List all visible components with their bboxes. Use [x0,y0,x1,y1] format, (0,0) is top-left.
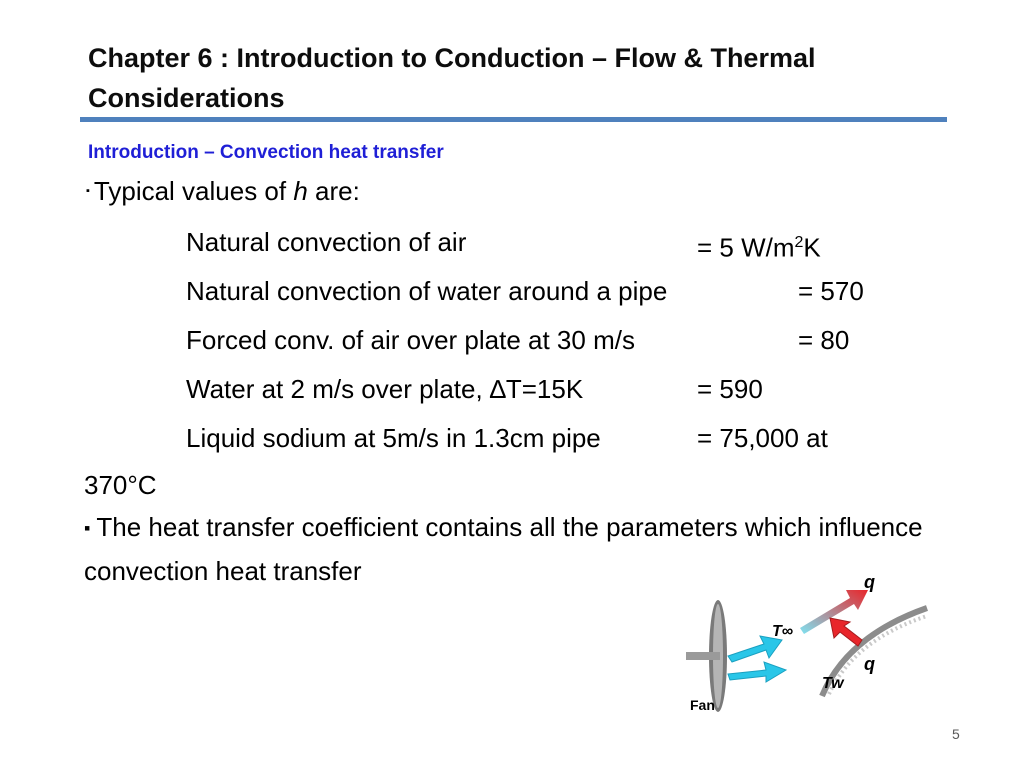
label-fan: Fan [690,697,715,713]
label-t-w: Tw [822,675,844,692]
row-continuation: 370°C [84,470,157,500]
bullet-marker: ▪ [86,185,90,197]
row-value-unit: K [803,232,821,263]
fan-icon [686,600,727,712]
intro-variable: h [293,176,308,206]
row-label-forced-air: Forced conv. of air over plate at 30 m/s [186,325,635,355]
bullet-typical-values [86,167,360,216]
intro-pre: Typical values of [93,176,294,206]
page-number: 5 [952,726,960,742]
row-value-liquid-sodium: = 75,000 at [697,423,828,453]
intro-post: are: [307,176,360,206]
title-divider [80,117,947,122]
bullet2-text: The heat transfer coefficient contains all the parameters which influence convection heat transfer [84,512,923,586]
row-label-water-plate: Water at 2 m/s over plate, ∆T=15K [186,374,584,404]
slide-title: Chapter 6 : Introduction to Conduction – Flow & Thermal Considerations [88,43,816,113]
row-value-water-plate: = 590 [697,374,763,404]
flow-arrow-lower [728,662,786,682]
row-label-natural-water: Natural convection of water around a pipe [186,276,668,306]
heat-flux-arrow-wall [830,618,862,646]
bullet2-marker: ▪ [84,518,91,538]
row-value-forced-air: = 80 [798,325,850,355]
row-value-natural-air [697,218,821,273]
row-label-liquid-sodium: Liquid sodium at 5m/s in 1.3cm pipe [186,423,601,453]
slide-subtitle: Introduction – Convection heat transfer [88,142,444,163]
row-value-sup: 2 [794,234,804,251]
convection-diagram [672,566,934,726]
label-q-right: q [864,654,875,674]
row-value-natural-water: = 570 [798,276,864,306]
row-label-natural-air: Natural convection of air [186,227,467,257]
row-value-main: = 5 W/m [697,232,795,263]
label-q-top: q [864,572,875,592]
label-t-inf: T∞ [772,623,794,640]
